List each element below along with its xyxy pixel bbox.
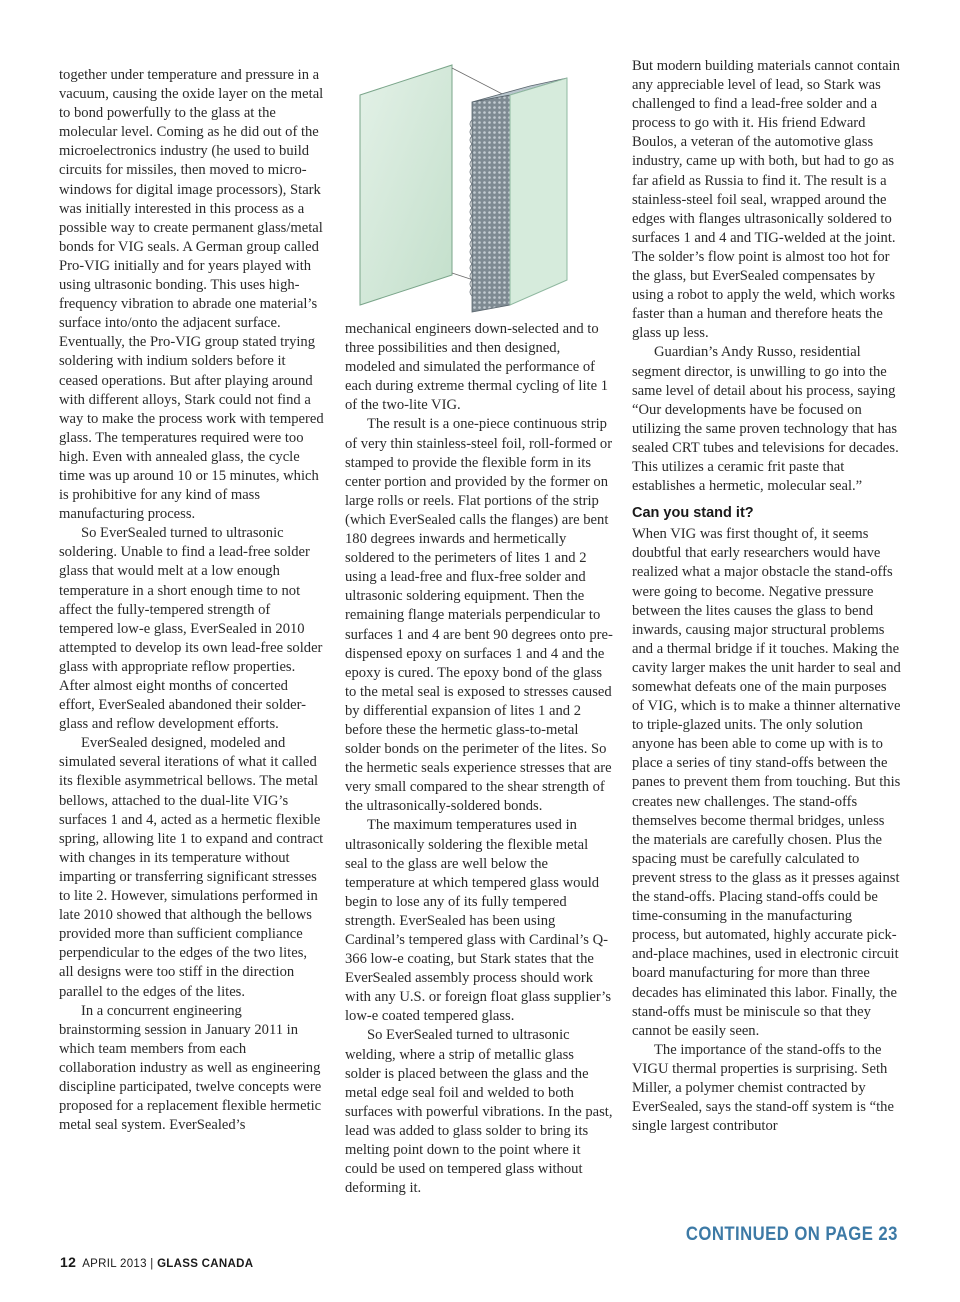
continued-on-page-link[interactable]: CONTINUED ON PAGE 23 (686, 1224, 898, 1245)
section-heading: Can you stand it? (632, 505, 754, 522)
article-column-3 (632, 57, 902, 1136)
paragraph: The importance of the stand-offs to the VIGU thermal properties is surprising. Seth Miller, a polymer chemist contracted by EverSealed, says the stand-off system is “the single largest contributor (632, 1041, 894, 1135)
article-column-2 (345, 320, 613, 1198)
paragraph: EverSealed designed, modeled and simulated several iterations of what it called its flexible asymmetrical bellows. The metal bellows, attached to the dual-lite VIG’s surfaces 1 and 4, acted as a hermetic flexible spring, allowing lite 1 to expand and contract with changes in its temperature without imparting or transferring significant stresses to lite 2. However, simulations performed in late 2010 showed that although the bellows provided more than sufficient compliance perpendicular to the edges of the two lites, all designs were too stiff in the direction parallel to the edges of the lites. (59, 735, 324, 1000)
paragraph: When VIG was first thought of, it seems doubtful that early researchers would have realized what a major obstacle the stand-offs were going to become. Negative pressure between the lites causes the glass to bend inwards, causing major structural problems and a thermal bridge if it touches. Making the cavity larger makes the unit harder to seal and somewhat defeats one of the main purposes of VIG, which is to make a thinner alternative to triple-glazed units. The only solution anyone has been able to come up with is to place a series of tiny stand-offs between the panes to prevent them from touching. But this creates new challenges. The stand-offs themselves become thermal bridges, unless the materials are carefully chosen. Plus the spacing must be carefully calculated to prevent stress to the glass as it presses against the stand-offs. Placing stand-offs could be time-consuming in the manufacturing process, but automated, highly accurate pick-and-place machines, used in electronic circuit board manufacturing for more than three decades has eliminated this labor. Finally, the stand-offs must be miniscule so that they cannot be easily seen. (632, 526, 901, 1039)
paragraph: The result is a one-piece continuous strip of very thin stainless-steel foil, roll-formed or stamped to provide the flexible form in its center portion and provided by the former on large rolls or reels. Flat portions of the strip (which EverSealed calls the flanges) are bent 180 degrees inwards and hermetically soldered to the perimeters of lites 1 and 2 using a lead-free and flux-free solder and ultrasonic soldering equipment. Then the remaining flange materials perpendicular to surfaces 1 and 4 are bent 90 degrees onto pre-dispensed epoxy on surfaces 1 and 4 and the epoxy is cured. The epoxy bond of the glass to the metal seal is exposed to stresses caused by differential expansion of lites 1 and 2 before these the hermetic glass-to-metal solder bonds on the perimeter of the lites. So the hermetic seals experience stresses that are very small compared to the shear strength of the ultrasonically-soldered bonds. (345, 416, 613, 815)
article-column-1 (59, 66, 325, 1135)
paragraph: mechanical engineers down-selected and to three possibilities and then designed, modeled and simulated the performance of each during extreme thermal cycling of lite 1 of the two-lite VIG. (345, 321, 608, 414)
glass-lite (360, 65, 452, 305)
paragraph: In a concurrent engineering brainstorming session in January 2011 in which team members from each collaboration industry as well as engineering discipline participated, twelve concepts were proposed for a replacement flexible hermetic metal seal system. EverSealed’s (59, 1002, 322, 1134)
issue-date: APRIL 2013 | (82, 1258, 154, 1270)
vig-edge-seal-illustration (352, 60, 592, 315)
paragraph: Guardian’s Andy Russo, residential segment director, is unwilling to go into the same level of detail about his process, saying “Our developments have be focused on utilizing the same proven technology that has sealed CRT tubes and televisions for decades. This utilizes a ceramic frit paste that establishes a hermetic, molecular seal.” (632, 344, 899, 495)
paragraph: together under temperature and pressure in a vacuum, causing the oxide layer on the metal to bond powerfully to the glass at the molecular level. Coming as he did out of the microelectronics industry (he used to build circuits for missiles, then moved to micro-windows for digital image processors), Stark was initially interested in this process as a possible way to create permanent glass/metal bonds for VIG seals. A German group called Pro-VIG initially and for years played with using ultrasonic bonding. This uses high-frequency vibration to abrade one material’s surface into/onto the adjacent surface. Eventually, the Pro-VIG group stated trying soldering with indium solders before it ceased operations. But after playing around with different alloys, Stark could not find a way to make the process work with tempered glass. The temperatures required were too high. Even with annealed glass, the cycle time was up around 10 or 15 minutes, which is prohibitive for any kind of mass manufacturing process. (59, 67, 324, 523)
edge-seal-front (472, 95, 510, 312)
paragraph: So EverSealed turned to ultrasonic soldering. Unable to find a lead-free solder glass that would melt at a low enough temperature in a short enough time to not affect the fully-tempered strength of tempered low-e glass, EverSealed in 2010 attempted to develop its own lead-free solder glass with appropriate reflow properties. After almost eight months of concerted effort, EverSealed abandoned their solder-glass and reflow development efforts. (59, 525, 323, 733)
glass-detail (510, 78, 567, 305)
page-footer (60, 1254, 253, 1270)
paragraph: But modern building materials cannot contain any appreciable level of lead, so Stark was challenged to find a lead-free solder and a process to go with it. His friend Edward Boulos, a veteran of the automotive glass industry, came up with both, but had to go as far afield as Russia to find it. The result is a stainless-steel foil seal, wrapped around the edges with flanges ultrasonically soldered to surfaces 1 and 4 and TIG-welded at the joint. The solder’s flow point is almost too hot for the glass, but EverSealed compensates by using a robot to apply the weld, which works faster than a human and therefore heats the glass up less. (632, 58, 900, 342)
paragraph: The maximum temperatures used in ultrasonically soldering the flexible metal seal to the glass are well below the temperature at which tempered glass would begin to lose any of its fully tempered strength. EverSealed has been using Cardinal’s tempered glass with Cardinal’s Q-366 low-e coating, but Stark states that the EverSealed assembly process should work with any U.S. or foreign float glass supplier’s low-e coated tempered glass. (345, 817, 612, 1025)
leader-line (452, 68, 510, 98)
page-number: 12 (60, 1254, 77, 1270)
publication-name: GLASS CANADA (157, 1258, 254, 1270)
paragraph: So EverSealed turned to ultrasonic welding, where a strip of metallic glass solder is placed between the glass and the metal edge seal foil and welded to both surfaces with powerful vibrations. In the past, lead was added to glass solder to bring its melting point down to the point where it could be used on tempered glass without deforming it. (345, 1027, 613, 1197)
